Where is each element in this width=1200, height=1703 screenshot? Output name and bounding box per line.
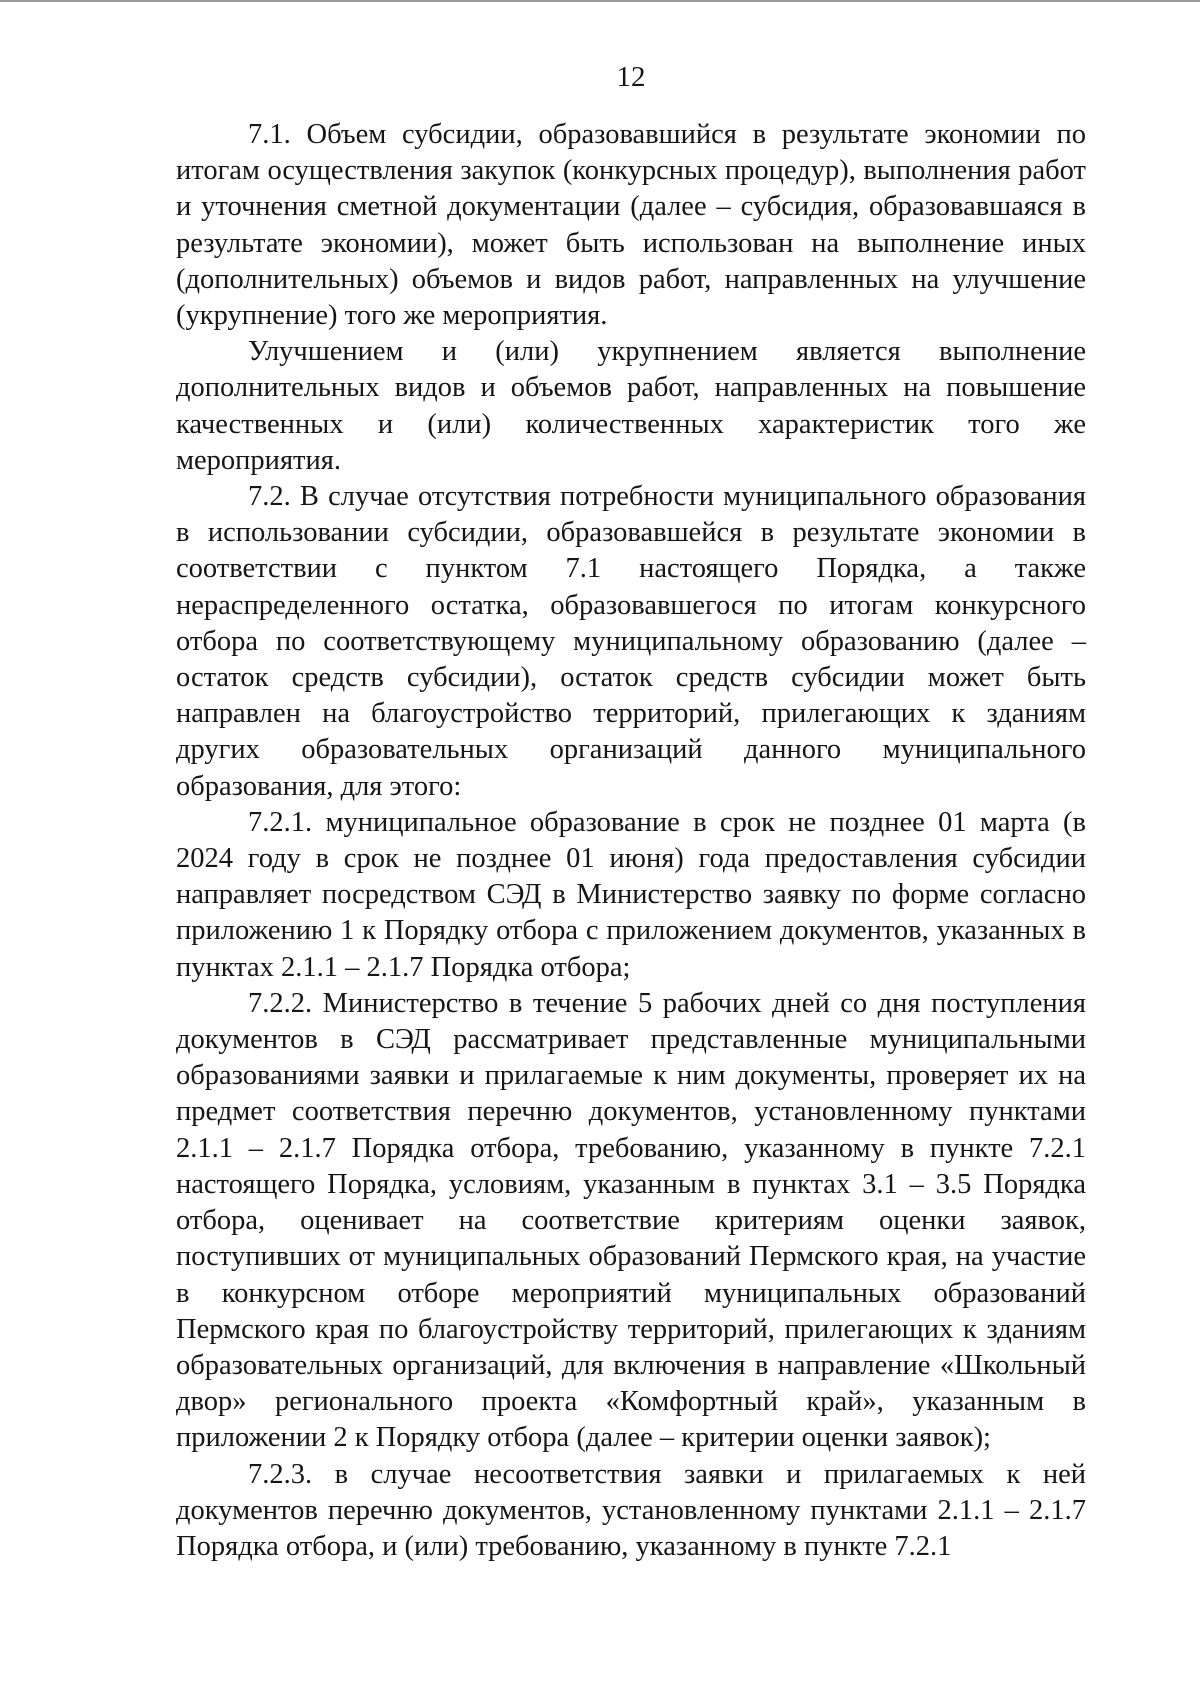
paragraph-7-2-1: 7.2.1. муниципальное образование в срок не позднее 01 марта (в 2024 году в срок не позднее 01 июня) года предоставления субсидии направляет посредством СЭД в Министерство заявку по форме согласно приложению 1 к Порядку отбора с приложением документов, указанных в пунктах 2.1.1 – 2.1.7 Порядка отбора;: [176, 806, 1086, 983]
paragraph-7-2-3: 7.2.3. в случае несоответствия заявки и прилагаемых к ней документов перечню документов, установленному пунктами 2.1.1 – 2.1.7 Порядка отбора, и (или) требованию, указанному в пункте 7.2.1: [176, 1458, 1086, 1562]
paragraph-improvement-definition: Улучшением и (или) укрупнением является выполнение дополнительных видов и объемов работ, направленных на повышение качественных и (или) количественных характеристик того же мероприятия.: [176, 336, 1086, 476]
paragraph-7-2-2: 7.2.2. Министерство в течение 5 рабочих дней со дня поступления документов в СЭД рассматривает представленные муниципальными образованиями заявки и прилагаемые к ним документы, проверяет их на предмет соответствия перечню документов, установленному пунктами 2.1.1 – 2.1.7 Порядка отбора, требованию, указанному в пункте 7.2.1 настоящего Порядка, условиям, указанным в пунктах 3.1 – 3.5 Порядка отбора, оценивает на соответствие критериям оценки заявок, поступивших от муниципальных образований Пермского края, на участие в конкурсном отборе мероприятий муниципальных образований Пермского края по благоустройству территорий, прилегающих к зданиям образовательных организаций, для включения в направление «Школьный двор» регионального проекта «Комфортный край», указанным в приложении 2 к Порядку отбора (далее – критерии оценки заявок);: [176, 987, 1086, 1454]
paragraph-7-1: 7.1. Объем субсидии, образовавшийся в результате экономии по итогам осуществления закупок (конкурсных процедур), выполнения работ и уточнения сметной документации (далее – субсидия, образовавшаяся в результате экономии), может быть использован на выполнение иных (дополнительных) объемов и видов работ, направленных на улучшение (укрупнение) того же мероприятия.: [176, 119, 1086, 332]
paragraph-7-2: 7.2. В случае отсутствия потребности муниципального образования в использовании субсидии, образовавшейся в результате экономии в соответствии с пунктом 7.1 настоящего Порядка, а также нераспределенного остатка, образовавшегося по итогам конкурсного отбора по соответствующему муниципальному образованию (далее – остаток средств субсидии), остаток средств субсидии может быть направлен на благоустройство территорий, прилегающих к зданиям других образовательных организаций данного муниципального образования, для этого:: [176, 481, 1086, 802]
document-body: [176, 117, 1086, 1565]
page-number: 12: [616, 61, 646, 93]
scan-top-edge: [0, 0, 1200, 2]
